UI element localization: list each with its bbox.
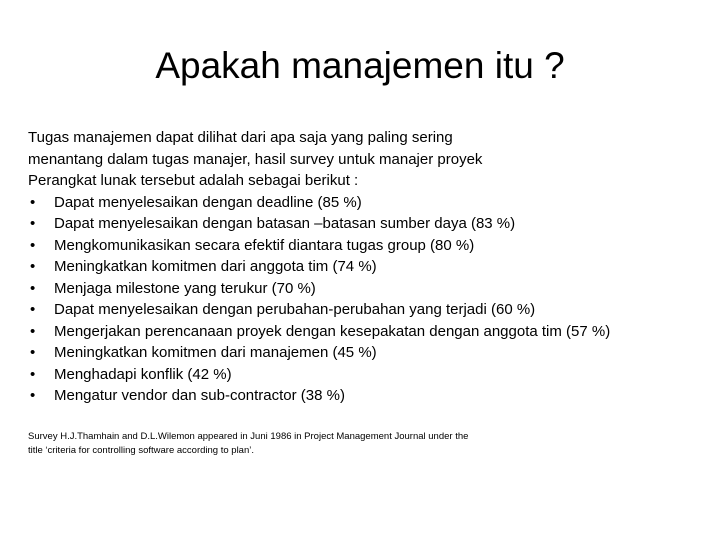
intro-line-3: Perangkat lunak tersebut adalah sebagai berikut :	[28, 172, 359, 189]
intro-line-2: menantang dalam tugas manajer, hasil survey untuk manajer proyek	[28, 150, 483, 168]
bullet-item	[28, 192, 698, 214]
bullet-item	[28, 235, 698, 257]
bullet-text: Meningkatkan komitmen dari anggota tim (74 %)	[54, 258, 377, 275]
bullet-list	[28, 192, 698, 407]
bullet-dot: •	[30, 365, 36, 383]
bullet-item	[28, 342, 698, 364]
slide-title: Apakah manajemen itu ?	[155, 45, 565, 86]
bullet-text: Meningkatkan komitmen dari manajemen (45 %)	[54, 344, 377, 361]
bullet-dot: •	[30, 236, 36, 254]
bullet-item	[28, 299, 698, 321]
bullet-dot: •	[30, 215, 36, 232]
intro-line-1: Tugas manajemen dapat dilihat dari apa saja yang paling sering	[28, 129, 453, 146]
bullet-dot: •	[30, 344, 36, 361]
bullet-dot: •	[30, 279, 36, 297]
bullet-dot: •	[30, 193, 36, 211]
bullet-dot: •	[30, 387, 36, 404]
footnote-line-1: Survey H.J.Thamhain and D.L.Wilemon appeared in Juni 1986 in Project Management Journal under the	[28, 431, 469, 442]
bullet-text: Mengatur vendor dan sub-contractor (38 %)	[54, 387, 345, 404]
bullet-item	[28, 256, 698, 278]
bullet-item	[28, 321, 698, 343]
bullet-item	[28, 385, 698, 407]
bullet-dot: •	[30, 301, 36, 318]
bullet-text: Dapat menyelesaikan dengan batasan –batasan sumber daya (83 %)	[54, 215, 516, 232]
bullet-text: Dapat menyelesaikan dengan deadline (85 %)	[54, 193, 362, 211]
bullet-text: Dapat menyelesaikan dengan perubahan-perubahan yang terjadi (60 %)	[54, 301, 536, 318]
bullet-dot: •	[30, 258, 36, 275]
bullet-item	[28, 213, 698, 235]
bullet-text: Menghadapi konflik (42 %)	[54, 365, 232, 383]
bullet-text: Menjaga milestone yang terukur (70 %)	[54, 279, 316, 297]
bullet-dot: •	[30, 322, 36, 340]
footnote	[28, 430, 588, 457]
slide-body	[28, 127, 698, 407]
bullet-item	[28, 364, 698, 386]
bullet-text: Mengerjakan perencanaan proyek dengan kesepakatan dengan anggota tim (57 %)	[54, 322, 611, 340]
bullet-item	[28, 278, 698, 300]
footnote-line-2: title ‘criteria for controlling software according to plan’.	[28, 444, 254, 456]
bullet-text: Mengkomunikasikan secara efektif diantara tugas group (80 %)	[54, 236, 475, 254]
